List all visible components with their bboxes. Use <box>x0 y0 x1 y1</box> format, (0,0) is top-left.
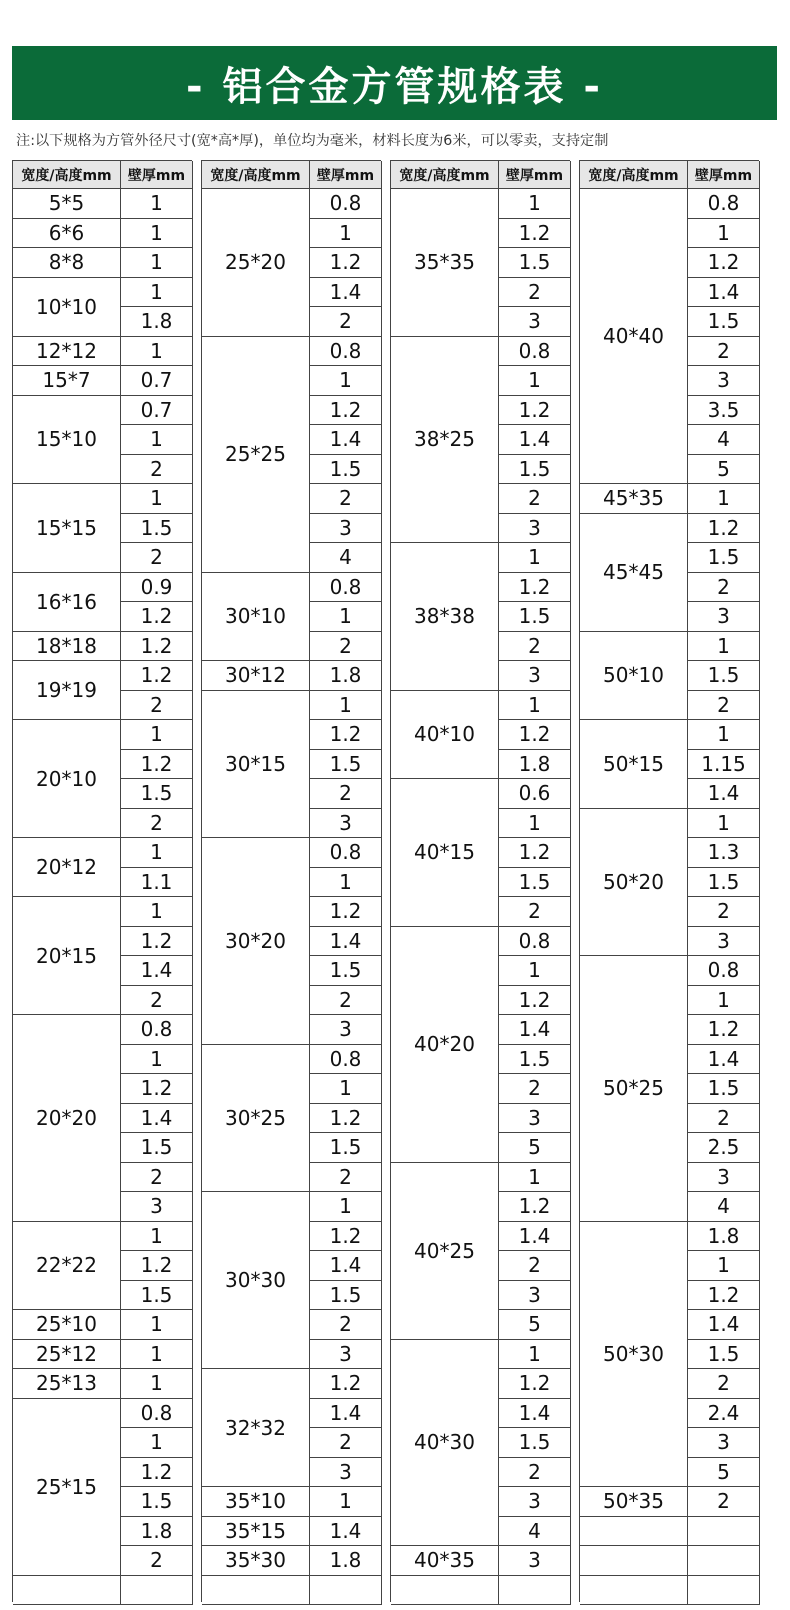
thickness-cell: 1.4 <box>310 425 382 455</box>
thickness-cell: 2 <box>688 573 760 603</box>
thickness-cell: 3 <box>310 1340 382 1370</box>
thickness-cell: 1.4 <box>688 779 760 809</box>
thickness-cell: 1.4 <box>310 278 382 308</box>
thickness-cell: 2.4 <box>688 1399 760 1429</box>
size-cell: 30*12 <box>202 661 310 691</box>
thickness-cell: 1.4 <box>688 1310 760 1340</box>
header-thickness: 壁厚mm <box>121 161 193 189</box>
thickness-cell: 1.2 <box>121 1458 193 1488</box>
thickness-cell: 1.2 <box>310 1222 382 1252</box>
thickness-cell: 1 <box>499 366 571 396</box>
size-cell: 35*10 <box>202 1487 310 1517</box>
size-cell: 25*20 <box>202 189 310 337</box>
thickness-cell: 5 <box>499 1310 571 1340</box>
thickness-cell: 3 <box>499 307 571 337</box>
thickness-cell: 0.8 <box>121 1015 193 1045</box>
thickness-cell: 1.5 <box>121 1281 193 1311</box>
size-cell: 40*25 <box>391 1163 499 1340</box>
size-cell: 10*10 <box>13 278 121 337</box>
thickness-cell: 1.2 <box>121 750 193 780</box>
thickness-cell: 1.5 <box>688 661 760 691</box>
thickness-cell: 3 <box>499 1487 571 1517</box>
thickness-cell: 1.5 <box>121 1487 193 1517</box>
empty-cell <box>310 1576 382 1606</box>
empty-cell <box>688 1576 760 1606</box>
thickness-cell: 1 <box>499 1163 571 1193</box>
thickness-cell: 1.5 <box>499 868 571 898</box>
thickness-cell: 1.1 <box>121 868 193 898</box>
thickness-cell: 2 <box>121 543 193 573</box>
thickness-cell: 1 <box>121 248 193 278</box>
size-cell: 40*20 <box>391 927 499 1163</box>
thickness-cell: 1 <box>310 1487 382 1517</box>
thickness-cell: 1 <box>688 1251 760 1281</box>
size-cell: 18*18 <box>13 632 121 662</box>
thickness-cell: 1.2 <box>499 986 571 1016</box>
thickness-cell: 1.8 <box>310 661 382 691</box>
thickness-cell: 1 <box>688 219 760 249</box>
thickness-cell: 1.2 <box>121 927 193 957</box>
header-size: 宽度/高度mm <box>202 161 310 189</box>
thickness-cell: 1.2 <box>310 396 382 426</box>
thickness-cell: 5 <box>499 1133 571 1163</box>
thickness-cell: 1 <box>688 484 760 514</box>
thickness-cell: 1.2 <box>688 1281 760 1311</box>
thickness-cell: 1.2 <box>499 1369 571 1399</box>
thickness-cell: 1.4 <box>121 956 193 986</box>
thickness-cell: 1.4 <box>499 1399 571 1429</box>
thickness-cell: 1.5 <box>310 455 382 485</box>
size-cell: 30*30 <box>202 1192 310 1369</box>
thickness-cell: 1.2 <box>310 248 382 278</box>
thickness-cell: 2 <box>688 337 760 367</box>
thickness-cell: 1 <box>688 720 760 750</box>
thickness-cell: 1 <box>499 809 571 839</box>
thickness-cell: 1.5 <box>499 248 571 278</box>
size-cell: 50*35 <box>580 1487 688 1517</box>
thickness-cell: 2 <box>310 1428 382 1458</box>
size-cell: 35*35 <box>391 189 499 337</box>
thickness-cell: 1 <box>121 1428 193 1458</box>
thickness-cell: 1.5 <box>688 1340 760 1370</box>
header-size: 宽度/高度mm <box>580 161 688 189</box>
thickness-cell: 1.2 <box>688 514 760 544</box>
thickness-cell: 1.4 <box>310 927 382 957</box>
thickness-cell: 1.5 <box>121 514 193 544</box>
thickness-cell: 1.2 <box>310 1369 382 1399</box>
thickness-cell: 1.5 <box>688 543 760 573</box>
thickness-cell: 1.8 <box>688 1222 760 1252</box>
thickness-cell: 1.2 <box>310 1104 382 1134</box>
thickness-cell: 1 <box>499 956 571 986</box>
thickness-cell: 2 <box>499 632 571 662</box>
thickness-cell: 1.4 <box>121 1104 193 1134</box>
thickness-cell: 2 <box>499 278 571 308</box>
thickness-cell: 1 <box>310 219 382 249</box>
thickness-cell: 1 <box>121 425 193 455</box>
thickness-cell: 1.5 <box>499 602 571 632</box>
thickness-cell: 0.8 <box>310 1045 382 1075</box>
size-cell: 40*35 <box>391 1546 499 1576</box>
thickness-cell: 1.2 <box>499 838 571 868</box>
thickness-cell: 1 <box>121 1045 193 1075</box>
size-cell: 16*16 <box>13 573 121 632</box>
thickness-cell: 3 <box>688 366 760 396</box>
thickness-cell: 1 <box>499 691 571 721</box>
thickness-cell: 1.5 <box>310 1133 382 1163</box>
thickness-cell: 3 <box>121 1192 193 1222</box>
thickness-cell: 1.2 <box>688 1015 760 1045</box>
thickness-cell: 1 <box>310 868 382 898</box>
thickness-cell: 2 <box>310 1163 382 1193</box>
thickness-cell: 0.8 <box>310 337 382 367</box>
thickness-cell: 0.7 <box>121 366 193 396</box>
thickness-cell: 3 <box>499 1281 571 1311</box>
thickness-cell: 1.4 <box>499 425 571 455</box>
size-cell: 40*10 <box>391 691 499 780</box>
thickness-cell: 2 <box>310 307 382 337</box>
thickness-cell: 2 <box>499 484 571 514</box>
thickness-cell: 3 <box>310 809 382 839</box>
size-cell: 25*13 <box>13 1369 121 1399</box>
thickness-cell: 1.2 <box>499 219 571 249</box>
thickness-cell: 2 <box>121 691 193 721</box>
thickness-cell: 1.2 <box>121 602 193 632</box>
title-banner <box>12 46 777 120</box>
thickness-cell: 1 <box>499 1340 571 1370</box>
thickness-cell: 4 <box>499 1517 571 1547</box>
thickness-cell: 3 <box>310 1015 382 1045</box>
header-size: 宽度/高度mm <box>391 161 499 189</box>
thickness-cell: 1 <box>688 809 760 839</box>
thickness-cell: 2 <box>121 986 193 1016</box>
size-cell: 50*25 <box>580 956 688 1222</box>
thickness-cell: 2 <box>499 897 571 927</box>
thickness-cell: 1 <box>121 838 193 868</box>
thickness-cell: 2 <box>499 1458 571 1488</box>
size-cell: 20*10 <box>13 720 121 838</box>
thickness-cell: 1.2 <box>499 396 571 426</box>
thickness-cell: 1.5 <box>499 1428 571 1458</box>
size-cell: 38*25 <box>391 337 499 544</box>
empty-cell <box>688 1546 760 1576</box>
thickness-cell: 0.8 <box>310 838 382 868</box>
thickness-cell: 2 <box>310 632 382 662</box>
thickness-cell: 1.8 <box>121 307 193 337</box>
thickness-cell: 1 <box>499 189 571 219</box>
thickness-cell: 2 <box>121 1163 193 1193</box>
thickness-cell: 3 <box>499 1546 571 1576</box>
thickness-cell: 3.5 <box>688 396 760 426</box>
thickness-cell: 1.5 <box>310 1281 382 1311</box>
size-cell: 30*10 <box>202 573 310 662</box>
thickness-cell: 1.8 <box>121 1517 193 1547</box>
thickness-cell: 1.2 <box>688 248 760 278</box>
size-cell: 20*15 <box>13 897 121 1015</box>
thickness-cell: 2 <box>688 1104 760 1134</box>
thickness-cell: 5 <box>688 455 760 485</box>
thickness-cell: 1.4 <box>499 1222 571 1252</box>
thickness-cell: 1.2 <box>310 720 382 750</box>
thickness-cell: 1 <box>499 543 571 573</box>
header-thickness: 壁厚mm <box>499 161 571 189</box>
thickness-cell: 0.9 <box>121 573 193 603</box>
empty-cell <box>688 1517 760 1547</box>
thickness-cell: 1.2 <box>121 1074 193 1104</box>
thickness-cell: 2 <box>121 455 193 485</box>
thickness-cell: 0.8 <box>499 337 571 367</box>
thickness-cell: 1 <box>121 1369 193 1399</box>
thickness-cell: 1 <box>121 1310 193 1340</box>
size-cell: 5*5 <box>13 189 121 219</box>
size-cell: 40*30 <box>391 1340 499 1547</box>
empty-cell <box>13 1576 121 1606</box>
empty-cell <box>580 1576 688 1606</box>
size-cell: 30*15 <box>202 691 310 839</box>
thickness-cell: 2 <box>688 691 760 721</box>
spec-table-column-3 <box>390 160 570 1602</box>
size-cell: 38*38 <box>391 543 499 691</box>
thickness-cell: 2 <box>121 1546 193 1576</box>
size-cell: 19*19 <box>13 661 121 720</box>
thickness-cell: 2.5 <box>688 1133 760 1163</box>
thickness-cell: 0.8 <box>310 573 382 603</box>
thickness-cell: 1 <box>310 366 382 396</box>
thickness-cell: 1.5 <box>688 1074 760 1104</box>
thickness-cell: 1 <box>121 337 193 367</box>
size-cell: 8*8 <box>13 248 121 278</box>
thickness-cell: 1.2 <box>121 661 193 691</box>
thickness-cell: 2 <box>688 1487 760 1517</box>
size-cell: 40*40 <box>580 189 688 484</box>
thickness-cell: 5 <box>688 1458 760 1488</box>
size-cell: 45*45 <box>580 514 688 632</box>
thickness-cell: 1.2 <box>310 897 382 927</box>
thickness-cell: 1.5 <box>121 779 193 809</box>
thickness-cell: 1.2 <box>121 632 193 662</box>
thickness-cell: 1.5 <box>499 1045 571 1075</box>
thickness-cell: 2 <box>688 897 760 927</box>
thickness-cell: 4 <box>688 425 760 455</box>
size-cell: 35*15 <box>202 1517 310 1547</box>
size-cell: 6*6 <box>13 219 121 249</box>
size-cell: 25*15 <box>13 1399 121 1576</box>
thickness-cell: 1.4 <box>688 278 760 308</box>
thickness-cell: 3 <box>499 1104 571 1134</box>
thickness-cell: 1.5 <box>310 750 382 780</box>
thickness-cell: 0.8 <box>310 189 382 219</box>
thickness-cell: 1.3 <box>688 838 760 868</box>
thickness-cell: 3 <box>310 514 382 544</box>
thickness-cell: 1 <box>310 691 382 721</box>
thickness-cell: 1.5 <box>121 1133 193 1163</box>
size-cell: 15*7 <box>13 366 121 396</box>
page-title: - 铝合金方管规格表 - <box>185 63 604 110</box>
thickness-cell: 0.8 <box>499 927 571 957</box>
size-cell: 12*12 <box>13 337 121 367</box>
empty-cell <box>580 1517 688 1547</box>
thickness-cell: 1 <box>121 1222 193 1252</box>
thickness-cell: 1.5 <box>688 307 760 337</box>
thickness-cell: 0.7 <box>121 396 193 426</box>
size-cell: 25*10 <box>13 1310 121 1340</box>
thickness-cell: 1 <box>121 189 193 219</box>
thickness-cell: 1.4 <box>310 1517 382 1547</box>
thickness-cell: 0.8 <box>121 1399 193 1429</box>
thickness-cell: 3 <box>499 514 571 544</box>
thickness-cell: 3 <box>688 927 760 957</box>
size-cell: 45*35 <box>580 484 688 514</box>
thickness-cell: 1 <box>121 484 193 514</box>
size-cell: 50*15 <box>580 720 688 809</box>
size-cell: 25*12 <box>13 1340 121 1370</box>
thickness-cell: 2 <box>499 1074 571 1104</box>
thickness-cell: 1 <box>688 986 760 1016</box>
spec-table-column-4 <box>579 160 759 1602</box>
thickness-cell: 1.2 <box>499 1192 571 1222</box>
thickness-cell: 4 <box>688 1192 760 1222</box>
thickness-cell: 2 <box>499 1251 571 1281</box>
thickness-cell: 1 <box>121 219 193 249</box>
thickness-cell: 1.4 <box>499 1015 571 1045</box>
empty-cell <box>121 1576 193 1606</box>
thickness-cell: 1 <box>310 602 382 632</box>
thickness-cell: 1.2 <box>499 573 571 603</box>
thickness-cell: 1 <box>121 278 193 308</box>
thickness-cell: 3 <box>688 602 760 632</box>
thickness-cell: 1 <box>688 632 760 662</box>
size-cell: 25*25 <box>202 337 310 573</box>
thickness-cell: 1 <box>121 720 193 750</box>
thickness-cell: 1 <box>310 1192 382 1222</box>
thickness-cell: 3 <box>688 1163 760 1193</box>
size-cell: 30*25 <box>202 1045 310 1193</box>
empty-cell <box>202 1576 310 1606</box>
thickness-cell: 1 <box>121 897 193 927</box>
thickness-cell: 0.6 <box>499 779 571 809</box>
thickness-cell: 2 <box>688 1369 760 1399</box>
size-cell: 50*10 <box>580 632 688 721</box>
size-cell: 30*20 <box>202 838 310 1045</box>
thickness-cell: 1.2 <box>499 720 571 750</box>
thickness-cell: 1.8 <box>310 1546 382 1576</box>
thickness-cell: 1.5 <box>310 956 382 986</box>
thickness-cell: 1.4 <box>310 1251 382 1281</box>
thickness-cell: 1.15 <box>688 750 760 780</box>
size-cell: 50*20 <box>580 809 688 957</box>
thickness-cell: 0.8 <box>688 956 760 986</box>
thickness-cell: 1.8 <box>499 750 571 780</box>
size-cell: 50*30 <box>580 1222 688 1488</box>
thickness-cell: 3 <box>688 1428 760 1458</box>
thickness-cell: 3 <box>310 1458 382 1488</box>
size-cell: 35*30 <box>202 1546 310 1576</box>
size-cell: 22*22 <box>13 1222 121 1311</box>
thickness-cell: 2 <box>310 1310 382 1340</box>
spec-table-column-1 <box>12 160 192 1602</box>
spec-note: 注:以下规格为方管外径尺寸(宽*高*厚)，单位均为毫米，材料长度为6米，可以零卖，支持定制 <box>16 133 609 149</box>
header-thickness: 壁厚mm <box>688 161 760 189</box>
empty-cell <box>391 1576 499 1606</box>
size-cell: 20*12 <box>13 838 121 897</box>
thickness-cell: 2 <box>310 779 382 809</box>
size-cell: 15*10 <box>13 396 121 485</box>
thickness-cell: 1.4 <box>310 1399 382 1429</box>
thickness-cell: 1.4 <box>688 1045 760 1075</box>
thickness-cell: 1 <box>121 1340 193 1370</box>
spec-table-column-2 <box>201 160 381 1602</box>
empty-cell <box>499 1576 571 1606</box>
size-cell: 20*20 <box>13 1015 121 1222</box>
thickness-cell: 4 <box>310 543 382 573</box>
size-cell: 32*32 <box>202 1369 310 1487</box>
thickness-cell: 3 <box>499 661 571 691</box>
header-size: 宽度/高度mm <box>13 161 121 189</box>
thickness-cell: 0.8 <box>688 189 760 219</box>
header-thickness: 壁厚mm <box>310 161 382 189</box>
size-cell: 40*15 <box>391 779 499 927</box>
size-cell: 15*15 <box>13 484 121 573</box>
thickness-cell: 1 <box>310 1074 382 1104</box>
thickness-cell: 2 <box>121 809 193 839</box>
thickness-cell: 1.2 <box>121 1251 193 1281</box>
thickness-cell: 2 <box>310 986 382 1016</box>
thickness-cell: 2 <box>310 484 382 514</box>
empty-cell <box>580 1546 688 1576</box>
thickness-cell: 1.5 <box>499 455 571 485</box>
thickness-cell: 1.5 <box>688 868 760 898</box>
